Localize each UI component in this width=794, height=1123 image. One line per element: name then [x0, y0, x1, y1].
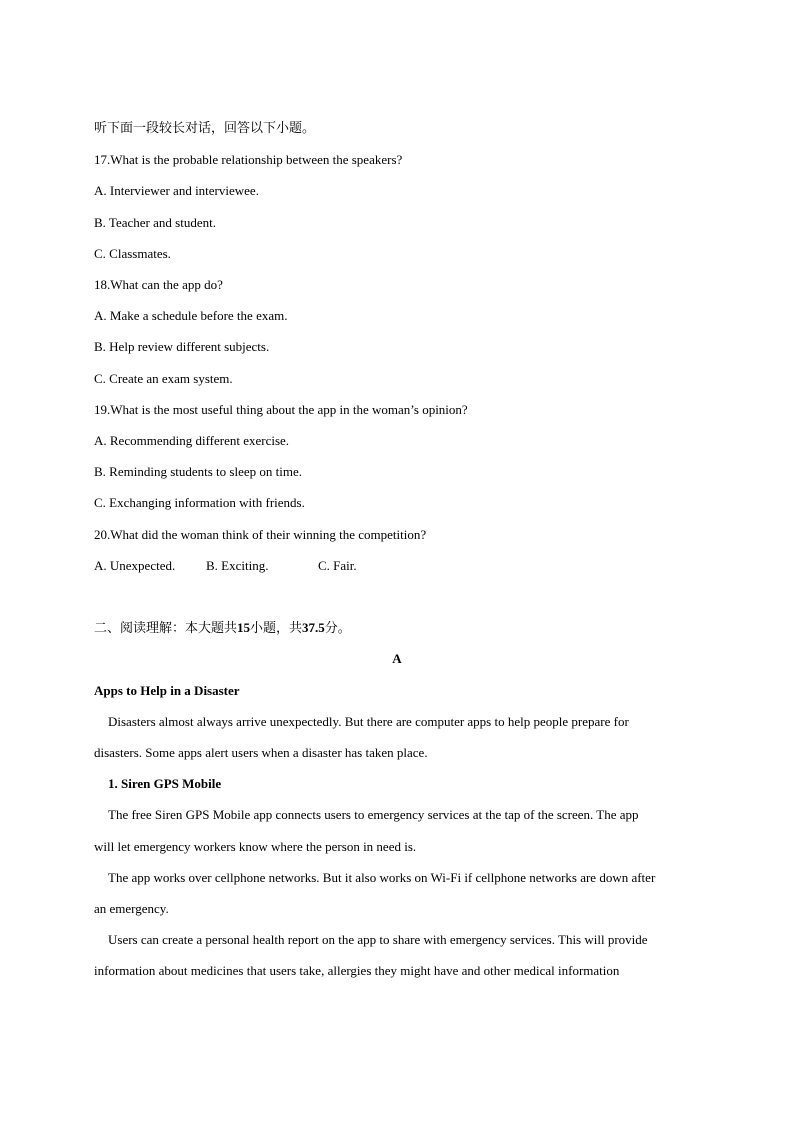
question-17-option-b: B. Teacher and student.: [94, 215, 216, 230]
paragraph-4-line-1: Users can create a personal health report on the app to share with emergency services. This will provide: [108, 932, 648, 947]
question-18-option-b: B. Help review different subjects.: [94, 339, 270, 354]
paragraph-1-line-2: disasters. Some apps alert users when a disaster has taken place.: [94, 745, 428, 760]
passage-title: Apps to Help in a Disaster: [94, 683, 240, 698]
paragraph-4-line-2: information about medicines that users take, allergies they might have and other medical information: [94, 963, 620, 978]
passage-letter: A: [392, 651, 402, 666]
paragraph-3-line-1: The app works over cellphone networks. But it also works on Wi-Fi if cellphone networks are down after: [108, 870, 656, 885]
section-question-count: 15: [237, 620, 251, 635]
section-heading-suffix: 分。: [324, 621, 351, 636]
question-17-option-c: C. Classmates.: [94, 246, 171, 261]
question-20-option-a: A. Unexpected.: [94, 558, 176, 573]
question-19-option-b: B. Reminding students to sleep on time.: [94, 464, 302, 479]
question-20-stem: 20.What did the woman think of their winning the competition?: [94, 527, 427, 542]
question-20-options: [94, 558, 357, 574]
question-19-option-c: C. Exchanging information with friends.: [94, 495, 305, 510]
paragraph-2-line-1: The free Siren GPS Mobile app connects users to emergency services at the tap of the screen. The app: [108, 807, 639, 822]
question-19-option-a: A. Recommending different exercise.: [94, 433, 290, 448]
paragraph-1-line-1: Disasters almost always arrive unexpectedly. But there are computer apps to help people prepare for: [108, 714, 629, 729]
question-17-stem: 17.What is the probable relationship between the speakers?: [94, 152, 403, 167]
question-19-stem: 19.What is the most useful thing about the app in the woman’s opinion?: [94, 402, 468, 417]
question-18-stem: 18.What can the app do?: [94, 277, 223, 292]
paragraph-2-line-2: will let emergency workers know where the person in need is.: [94, 839, 417, 854]
question-17-option-a: A. Interviewer and interviewee.: [94, 183, 259, 198]
question-20-option-b: B. Exciting.: [206, 558, 269, 573]
reading-section-heading: [94, 620, 351, 637]
section-heading-prefix: 二、阅读理解：本大题共: [94, 621, 238, 636]
section-score: 37.5: [302, 620, 325, 635]
paragraph-3-line-2: an emergency.: [94, 901, 169, 916]
listening-intro: 听下面一段较长对话，回答以下小题。: [94, 121, 316, 136]
section-heading-mid: 小题，共: [250, 621, 303, 636]
subheading-siren-gps: 1. Siren GPS Mobile: [108, 776, 222, 791]
question-20-option-c: C. Fair.: [318, 558, 357, 573]
question-18-option-a: A. Make a schedule before the exam.: [94, 308, 288, 323]
question-18-option-c: C. Create an exam system.: [94, 371, 233, 386]
